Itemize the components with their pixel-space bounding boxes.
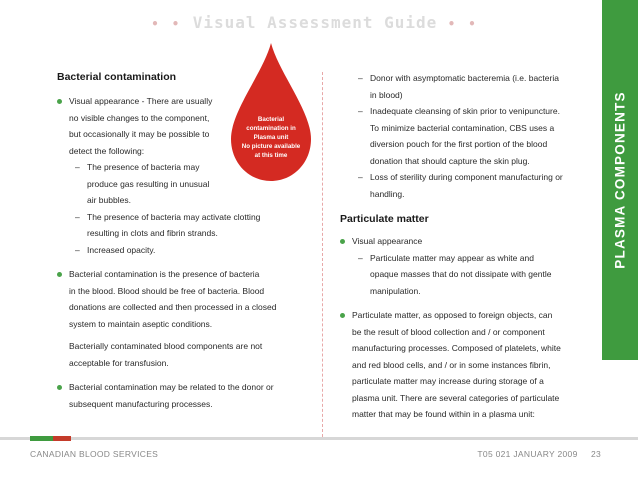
text-line: Visual appearance - There are usually	[69, 96, 213, 106]
text-line: – The presence of bacteria may	[87, 162, 200, 172]
bullet-item	[340, 307, 595, 423]
text-line: and red blood cells, and / or in some instances fibrin,	[352, 359, 551, 370]
text-line: be the result of blood collection and / or component	[352, 326, 545, 337]
bullet-item	[340, 233, 595, 250]
footer-organization: CANADIAN BLOOD SERVICES	[30, 449, 159, 459]
text-line: donation that should capture the skin plug.	[370, 155, 530, 166]
text-line: – Particulate matter may appear as white and	[370, 252, 534, 263]
text-line: in the blood. Blood should be free of bacteria. Blood	[69, 285, 265, 296]
text-line: subsequent manufacturing processes.	[69, 398, 213, 409]
page-header-title	[150, 13, 480, 32]
text-line: opaque masses that do not dissipate with gentle	[370, 269, 552, 279]
bullet-item	[57, 379, 322, 412]
text-line: – Inadequate cleansing of skin prior to venipuncture.	[370, 106, 560, 116]
footer-accent-red	[53, 436, 71, 441]
text-line: – Loss of sterility during component manufacturing or	[370, 172, 563, 182]
text-line: manipulation.	[370, 285, 421, 296]
footer-rule	[0, 437, 638, 440]
text-line: plasma unit. There are several categories of particulate	[352, 392, 560, 403]
text-line: no visible changes to the component,	[69, 112, 210, 123]
section-heading: Particulate matter	[340, 213, 429, 225]
text-line: matter that may be found within in a plasma unit:	[352, 409, 535, 419]
text-line: Bacterial contamination may be related to the donor or	[69, 382, 274, 392]
text-line: To minimize bacterial contamination, CBS uses a	[370, 122, 555, 133]
text-line: – The presence of bacteria may activate clotting	[87, 211, 261, 222]
text-line: Particulate matter, as opposed to foreign objects, can	[352, 310, 553, 320]
text-line: manufacturing processes. Composed of platelets, white	[352, 343, 561, 353]
text-line: handling.	[370, 188, 405, 199]
text-line: diversion pouch for the first portion of the blood	[370, 139, 548, 149]
section-side-tab	[602, 0, 638, 360]
text-line: detect the following:	[69, 145, 145, 156]
text-line: acceptable for transfusion.	[69, 357, 169, 368]
left-column	[57, 70, 322, 412]
paragraph	[57, 338, 322, 371]
header-dots-left: • •	[151, 17, 183, 31]
dash-item	[340, 70, 595, 103]
text-line: Bacterially contaminated blood components are not	[69, 341, 263, 351]
right-column	[340, 70, 595, 423]
dash-item	[340, 169, 595, 202]
dash-item	[57, 242, 322, 259]
footer-doc-code: T05 021 JANUARY 2009	[477, 449, 578, 459]
side-tab-label: PLASMA COMPONENTS	[612, 91, 628, 269]
column-divider	[322, 72, 323, 437]
text-line: Visual appearance	[352, 236, 423, 246]
dash-item	[340, 103, 595, 169]
footer-page-number: 23	[590, 449, 601, 459]
text-line: – Donor with asymptomatic bacteremia (i.e. bacteria	[370, 73, 559, 83]
drop-caption-line: Bacterial	[257, 116, 285, 123]
footer-accent-green	[30, 436, 53, 441]
text-line: donations are collected and then processed in a closed	[69, 302, 277, 312]
dash-item	[57, 209, 322, 242]
text-line: air bubbles.	[87, 195, 131, 205]
text-line: resulting in clots and fibrin strands.	[87, 228, 218, 238]
header-title-text: Visual Assessment Guide	[192, 13, 438, 32]
bullet-item	[57, 266, 322, 332]
section-heading: Bacterial contamination	[57, 71, 177, 83]
drop-caption-line: No picture available	[241, 143, 301, 150]
text-line: – Increased opacity.	[87, 244, 156, 255]
text-line: in blood)	[370, 89, 403, 100]
text-line: produce gas resulting in unusual	[87, 178, 210, 189]
text-line: Bacterial contamination is the presence of bacteria	[69, 269, 260, 279]
text-line: but occasionally it may be possible to	[69, 129, 210, 139]
text-line: system to maintain aseptic conditions.	[69, 318, 213, 329]
drop-caption-line: contamination in	[246, 125, 296, 132]
bullet-item	[57, 93, 322, 159]
dash-item	[57, 159, 322, 209]
text-line: particulate matter may increase during storage of a	[352, 376, 544, 386]
footer-doc-info	[477, 449, 601, 459]
header-dots-right: • •	[447, 17, 479, 31]
dash-item	[340, 250, 595, 300]
drop-caption-line: Plasma unit	[253, 134, 289, 141]
drop-caption-line: at this time	[254, 152, 288, 159]
